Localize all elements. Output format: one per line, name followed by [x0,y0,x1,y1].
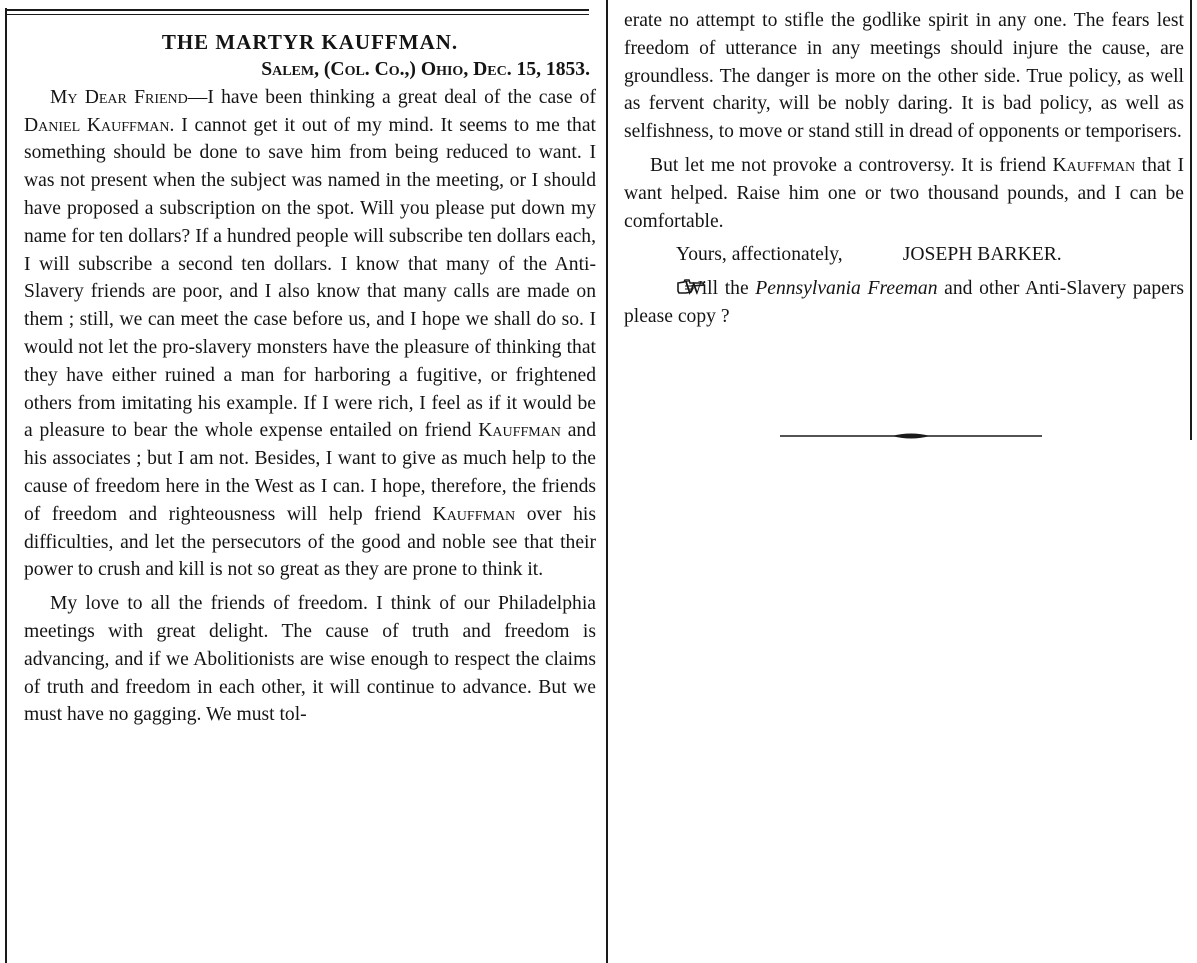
top-border-rule-inner [5,14,589,15]
article-dateline: Salem, (Col. Co.,) Ohio, Dec. 15, 1853. [261,59,590,80]
paragraph-1-text-a: —I have been thinking a great deal of the case of [187,86,596,108]
letter-paragraph-2-continued: erate no attempt to stifle the godlike spirit in any one. The fears lest freedom of utterance in any meetings should injure the cause, are groundless. The danger is more on the other side. True policy, as well as fervent charity, will be nobly daring. It is bad policy, as well as selfishness, to move or stand still in dread of opponents or temporisers. [624,10,1184,143]
closing-text: Yours, affectionately, [676,244,843,266]
paragraph-3-text-b: that I want helped. Raise him one or two thousand pounds, and I can be comfortable. [624,154,1185,232]
name-kauffman-3: Kauffman [1052,154,1136,176]
name-kauffman-2: Kauffman [432,503,516,525]
newspaper-title: Pennsylvania Freeman [755,278,938,300]
paragraph-1-text-d: over his difficulties, and let the persecutors of the good and noble see that their power to crush and kill is not so great as they are prone to think it. [24,503,596,581]
paragraph-1-text-b: . I cannot get it out of my mind. It seems to me that something should be done to save him from being reduced to want. I was not present when the subject was named in the meeting, or I should have proposed a subscription on the spot. Will you please put down my name for ten dollars? If a hundred people will subscribe ten dollars each, I will subscribe a second ten dollars. I know that many of the Anti-Slavery friends are poor, and I also know that many calls are made on them ; still, we can meet the case before us, and I hope we shall do so. I would not let the pro-slavery monsters have the pleasure of thinking that they have either ruined a man for harboring a fugitive, or frightened others from imitating his example. If I were rich, I feel as if it would be a pleasure to bear the whole expense entailed on friend [24,114,596,442]
copy-request-note [624,275,1184,331]
note-text-b: and other Anti-Slavery papers please copy ? [624,278,1184,327]
name-daniel-kauffman: Daniel Kauffman [24,114,170,136]
right-border-rule [1190,0,1192,440]
column-divider-rule [606,0,608,963]
letter-signoff [624,241,1184,269]
paragraph-3-text-a: But let me not provoke a controversy. It is friend [650,154,1053,176]
note-text-a: Will the [684,278,756,300]
left-border-rule [5,8,7,963]
article-headline: THE MARTYR KAUFFMAN. [161,30,459,54]
salutation: My Dear Friend [50,86,188,108]
letter-paragraph-3 [624,152,1184,235]
name-kauffman-1: Kauffman [478,420,561,442]
left-column [24,28,596,729]
end-of-article-rule [780,432,1042,440]
paragraph-1-text-c: and his associates ; but I am not. Besides, I want to give as much help to the cause of freedom here in the West as I can. I hope, therefore, the friends of freedom and righteousness will help friend [24,420,596,525]
pointing-hand-icon [650,276,680,292]
signature: JOSEPH BARKER. [902,244,1062,266]
right-column [624,7,1184,331]
top-border-rule [5,9,589,11]
letter-paragraph-1 [24,84,596,584]
letter-paragraph-2-start: My love to all the friends of freedom. I think of our Philadelphia meetings with great delight. The cause of truth and freedom is advancing, and if we Abolitionists are wise enough to respect the claims of truth and freedom in each other, it will continue to advance. But we must have no gagging. We must tol- [24,593,596,726]
